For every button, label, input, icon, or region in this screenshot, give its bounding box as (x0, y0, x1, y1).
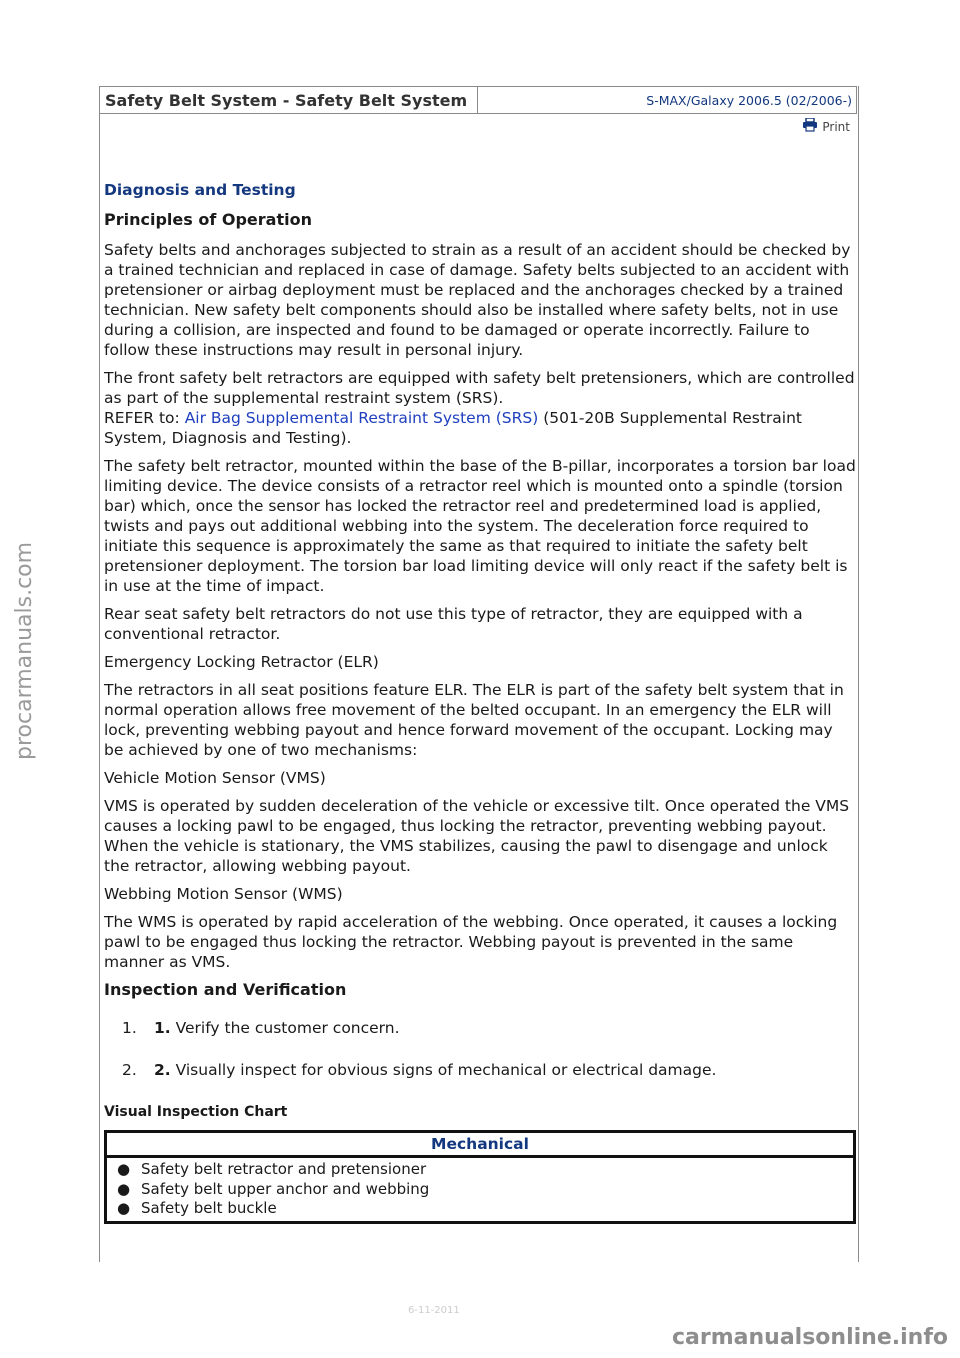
paragraph-elr: The retractors in all seat positions feature ELR. The ELR is part of the safety belt system that in normal operation allows free movement of the belted occupant. In an emergency the ELR will lock, preventing webbing payout and hence forward movement of the occupant. Locking may be achieved by one of two mechanisms: (104, 681, 844, 759)
chart-items (113, 1160, 853, 1219)
refer-suffix: (501-20B Supplemental Restraint System, Diagnosis and Testing). (104, 409, 803, 447)
bullet-icon: ● (117, 1160, 131, 1178)
step-content (154, 1018, 400, 1038)
step-number: 1. (154, 1019, 171, 1037)
refer-prefix: REFER to: (104, 409, 185, 427)
chart-item-text: Safety belt upper anchor and webbing (141, 1179, 430, 1198)
inspection-steps (104, 1018, 856, 1080)
chart-item-text: Safety belt retractor and pretensioner (141, 1160, 427, 1178)
document-body (104, 180, 856, 1224)
paragraph-rear-seat: Rear seat safety belt retractors do not use this type of retractor, they are equipped with a conventional retractor. (104, 605, 803, 643)
paragraph-vms: VMS is operated by sudden deceleration of the vehicle or excessive tilt. Once operated the VMS causes a locking pawl to be engaged, thus locking the retractor, preventing webbing payout. When the vehicle is stationary, the VMS stabilizes, causing the pawl to disengage and unlock the retractor, allowing webbing payout. (104, 797, 850, 875)
step-marker: 1. (122, 1019, 137, 1037)
inspection-heading: Inspection and Verification (104, 980, 347, 999)
step-text: Verify the customer concern. (170, 1019, 400, 1037)
list-item (113, 1199, 853, 1219)
paragraph-wms: The WMS is operated by rapid acceleration of the webbing. Once operated, it causes a locking pawl to be engaged thus locking the retractor. Webbing payout is prevented in the same manner as VMS. (104, 913, 838, 971)
paragraph-torsion-bar: The safety belt retractor, mounted within the base of the B-pillar, incorporates a torsion bar load limiting device. The device consists of a retractor reel which is mounted onto a spindle (torsion bar) which, once the sensor has locked the retractor reel and predetermined load is applied, twists and pays out additional webbing into the system. The deceleration force required to initiate this sequence is approximately the same as that required to initiate the safety belt pretensioner deployment. The torsion bar load limiting device will only react if the safety belt is in use at the time of impact. (104, 457, 856, 595)
watermark-bottom: carmanualsonline.info (672, 1325, 948, 1350)
chart-title: Visual Inspection Chart (104, 1104, 288, 1120)
document-header (99, 86, 857, 114)
section-title: Diagnosis and Testing (104, 181, 296, 199)
chart-header: Mechanical (106, 1132, 855, 1157)
paragraph-pretensioners (104, 368, 856, 448)
pretensioner-text: The front safety belt retractors are equipped with safety belt pretensioners, which are controlled as part of the supplemental restraint system (SRS). (104, 369, 855, 407)
bullet-icon: ● (117, 1179, 131, 1198)
print-label: Print (822, 119, 850, 134)
step-number: 2. (154, 1061, 171, 1079)
vehicle-model: S-MAX/Galaxy 2006.5 (02/2006-) (646, 93, 852, 108)
visual-inspection-chart (104, 1130, 856, 1224)
list-item (113, 1180, 853, 1200)
printer-icon (802, 118, 818, 135)
srs-link[interactable]: Air Bag Supplemental Restraint System (SRS) (184, 409, 539, 427)
step-marker: 2. (122, 1061, 137, 1079)
chart-cell (106, 1157, 855, 1223)
paragraph-strain: Safety belts and anchorages subjected to strain as a result of an accident should be checked by a trained technician and replaced in case of damage. Safety belts subjected to an accident with pretensioner or airbag deployment must be replaced and the anchorages checked by a trained technician. New safety belt components should also be installed where safety belts, not in use during a collision, are inspected and found to be damaged or operate incorrectly. Failure to follow these instructions may result in personal injury. (104, 241, 851, 359)
chart-item-text: Safety belt buckle (141, 1199, 277, 1217)
vms-heading: Vehicle Motion Sensor (VMS) (104, 769, 326, 787)
wms-heading: Webbing Motion Sensor (WMS) (104, 885, 343, 903)
page-title: Safety Belt System - Safety Belt System (100, 87, 478, 113)
step-content (154, 1060, 716, 1080)
elr-heading: Emergency Locking Retractor (ELR) (104, 653, 379, 671)
bullet-icon: ● (117, 1199, 131, 1217)
list-item (104, 1060, 856, 1080)
list-item (113, 1160, 853, 1180)
watermark-left: procarmanuals.com (12, 541, 37, 760)
step-text: Visually inspect for obvious signs of mechanical or electrical damage. (170, 1061, 717, 1079)
principles-heading: Principles of Operation (104, 210, 312, 229)
page-footer: 6-11-2011 (408, 1305, 460, 1316)
list-item (104, 1018, 856, 1038)
print-button[interactable] (802, 118, 850, 135)
